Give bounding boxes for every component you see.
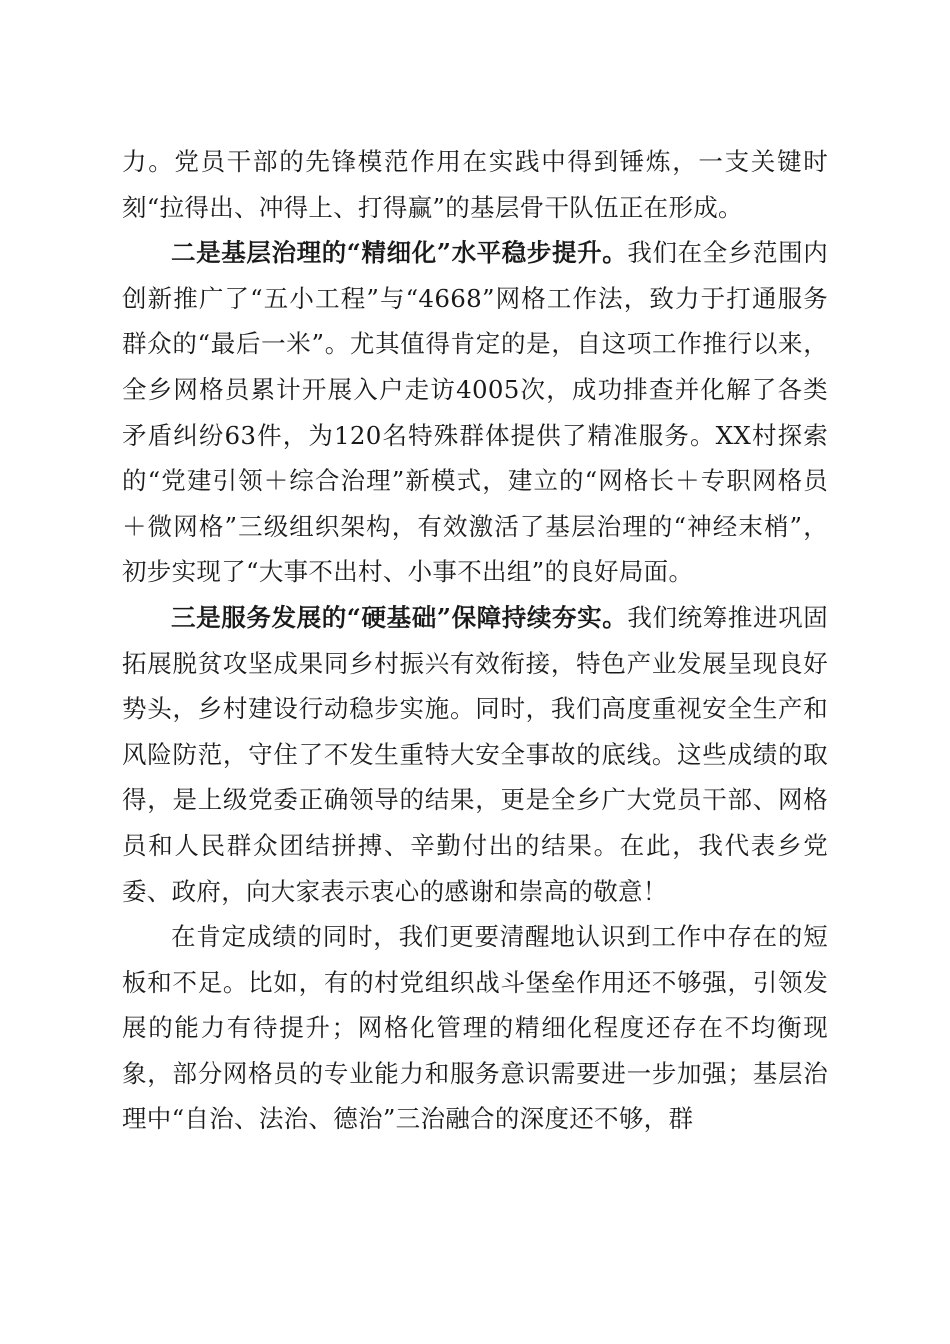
paragraph-text: 我们在全乡范围内创新推广了“五小工程”与“4668”网格工作法，致力于打通服务群众的“最后一米”。尤其值得肯定的是，自这项工作推行以来，全乡网格员累计开展入户走访4005次，成功排查并化解了各类矛盾纠纷63件，为120名特殊群体提供了精准服务。XX村探索的“党建引领＋综合治理”新模式，建立的“网格长＋专职网格员＋微网格”三级组织架构，有效激活了基层治理的“神经末梢”，初步实现了“大事不出村、小事不出组”的良好局面。 bbox=[122, 238, 828, 587]
paragraph-continuation bbox=[122, 139, 828, 230]
paragraph-text: 在肯定成绩的同时，我们更要清醒地认识到工作中存在的短板和不足。比如，有的村党组织战斗堡垒作用还不够强，引领发展的能力有待提升；网格化管理的精细化程度还存在不均衡现象，部分网格员的专业能力和服务意识需要进一步加强；基层治理中“自治、法治、德治”三治融合的深度还不够，群 bbox=[122, 922, 828, 1134]
paragraph-shortcomings bbox=[122, 914, 828, 1142]
paragraph-lead-heading: 三是服务发展的“硬基础”保障持续夯实。 bbox=[171, 602, 628, 632]
paragraph-text: 力。党员干部的先锋模范作用在实践中得到锤炼，一支关键时刻“拉得出、冲得上、打得赢”的基层骨干队伍正在形成。 bbox=[122, 147, 828, 222]
paragraph-governance bbox=[122, 230, 828, 595]
paragraph-text: 我们统筹推进巩固拓展脱贫攻坚成果同乡村振兴有效衔接，特色产业发展呈现良好势头，乡村建设行动稳步实施。同时，我们高度重视安全生产和风险防范，守住了不发生重特大安全事故的底线。这些成绩的取得，是上级党委正确领导的结果，更是全乡广大党员干部、网格员和人民群众团结拼搏、辛勤付出的结果。在此，我代表乡党委、政府，向大家表示衷心的感谢和崇高的敬意！ bbox=[122, 602, 828, 906]
document-body bbox=[122, 139, 828, 1142]
paragraph-lead-heading: 二是基层治理的“精细化”水平稳步提升。 bbox=[171, 238, 628, 268]
paragraph-development bbox=[122, 595, 828, 914]
